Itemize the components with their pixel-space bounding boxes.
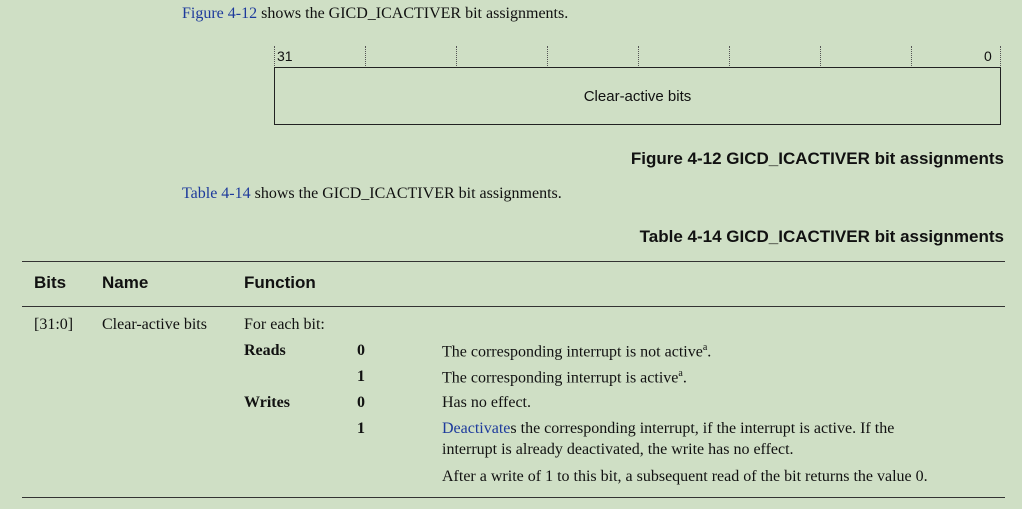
- entry-reads-1: The corresponding interrupt is active$^a$.: [442, 368, 687, 387]
- value-writes-1: 1: [357, 420, 365, 437]
- bit-tick: [1000, 46, 1001, 66]
- bit-tick: [911, 46, 912, 66]
- bit-tick: [820, 46, 821, 66]
- bit-label-0: 0: [984, 48, 992, 64]
- cell-bits: [31:0]: [34, 316, 74, 333]
- table-bottom-rule: [22, 497, 1005, 498]
- table-top-rule: [22, 261, 1005, 262]
- entry-writes-0: Has no effect.: [442, 394, 531, 411]
- table-caption: Table 4-14 GICD_ICACTIVER bit assignments: [639, 227, 1004, 246]
- figure-intro-text: shows the GICD_ICACTIVER bit assignments.: [257, 5, 569, 22]
- bit-tick: [456, 46, 457, 66]
- bit-tick: [365, 46, 366, 66]
- bit-tick: [729, 46, 730, 66]
- cell-function-intro: For each bit:: [244, 316, 325, 333]
- bit-tick: [638, 46, 639, 66]
- header-bits: Bits: [34, 273, 67, 292]
- table-header-rule: [22, 306, 1005, 307]
- header-function: Function: [244, 273, 316, 292]
- writes-label: Writes: [244, 394, 290, 411]
- value-reads-0: 0: [357, 342, 365, 359]
- bit-tick: [547, 46, 548, 66]
- value-reads-1: 1: [357, 368, 365, 385]
- table-link[interactable]: Table 4-14: [182, 185, 251, 202]
- header-name: Name: [102, 273, 149, 292]
- figure-caption: Figure 4-12 GICD_ICACTIVER bit assignments: [630, 149, 1004, 168]
- reads-label: Reads: [244, 342, 286, 359]
- bit-label-31: 31: [277, 48, 293, 64]
- write-note: After a write of 1 to this bit, a subsequent read of the bit returns the value 0.: [442, 468, 928, 485]
- table-intro: [182, 185, 562, 203]
- figure-intro: [182, 5, 568, 23]
- cell-name: Clear-active bits: [102, 316, 207, 333]
- deactivate-link[interactable]: Deactivate: [442, 420, 511, 437]
- entry-writes-1-line1: Deactivates the corresponding interrupt, if the interrupt is active. If the: [442, 420, 895, 437]
- register-field-box: [274, 67, 1001, 125]
- entry-reads-0: The corresponding interrupt is not active$^a$.: [442, 342, 712, 361]
- table-intro-text: shows the GICD_ICACTIVER bit assignments.: [250, 185, 562, 202]
- bit-tick: [274, 46, 275, 66]
- entry-writes-1-line2: interrupt is already deactivated, the write has no effect.: [442, 441, 794, 458]
- register-field-label: Clear-active bits: [583, 88, 692, 105]
- figure-link[interactable]: Figure 4-12: [182, 5, 258, 22]
- value-writes-0: 0: [357, 394, 365, 411]
